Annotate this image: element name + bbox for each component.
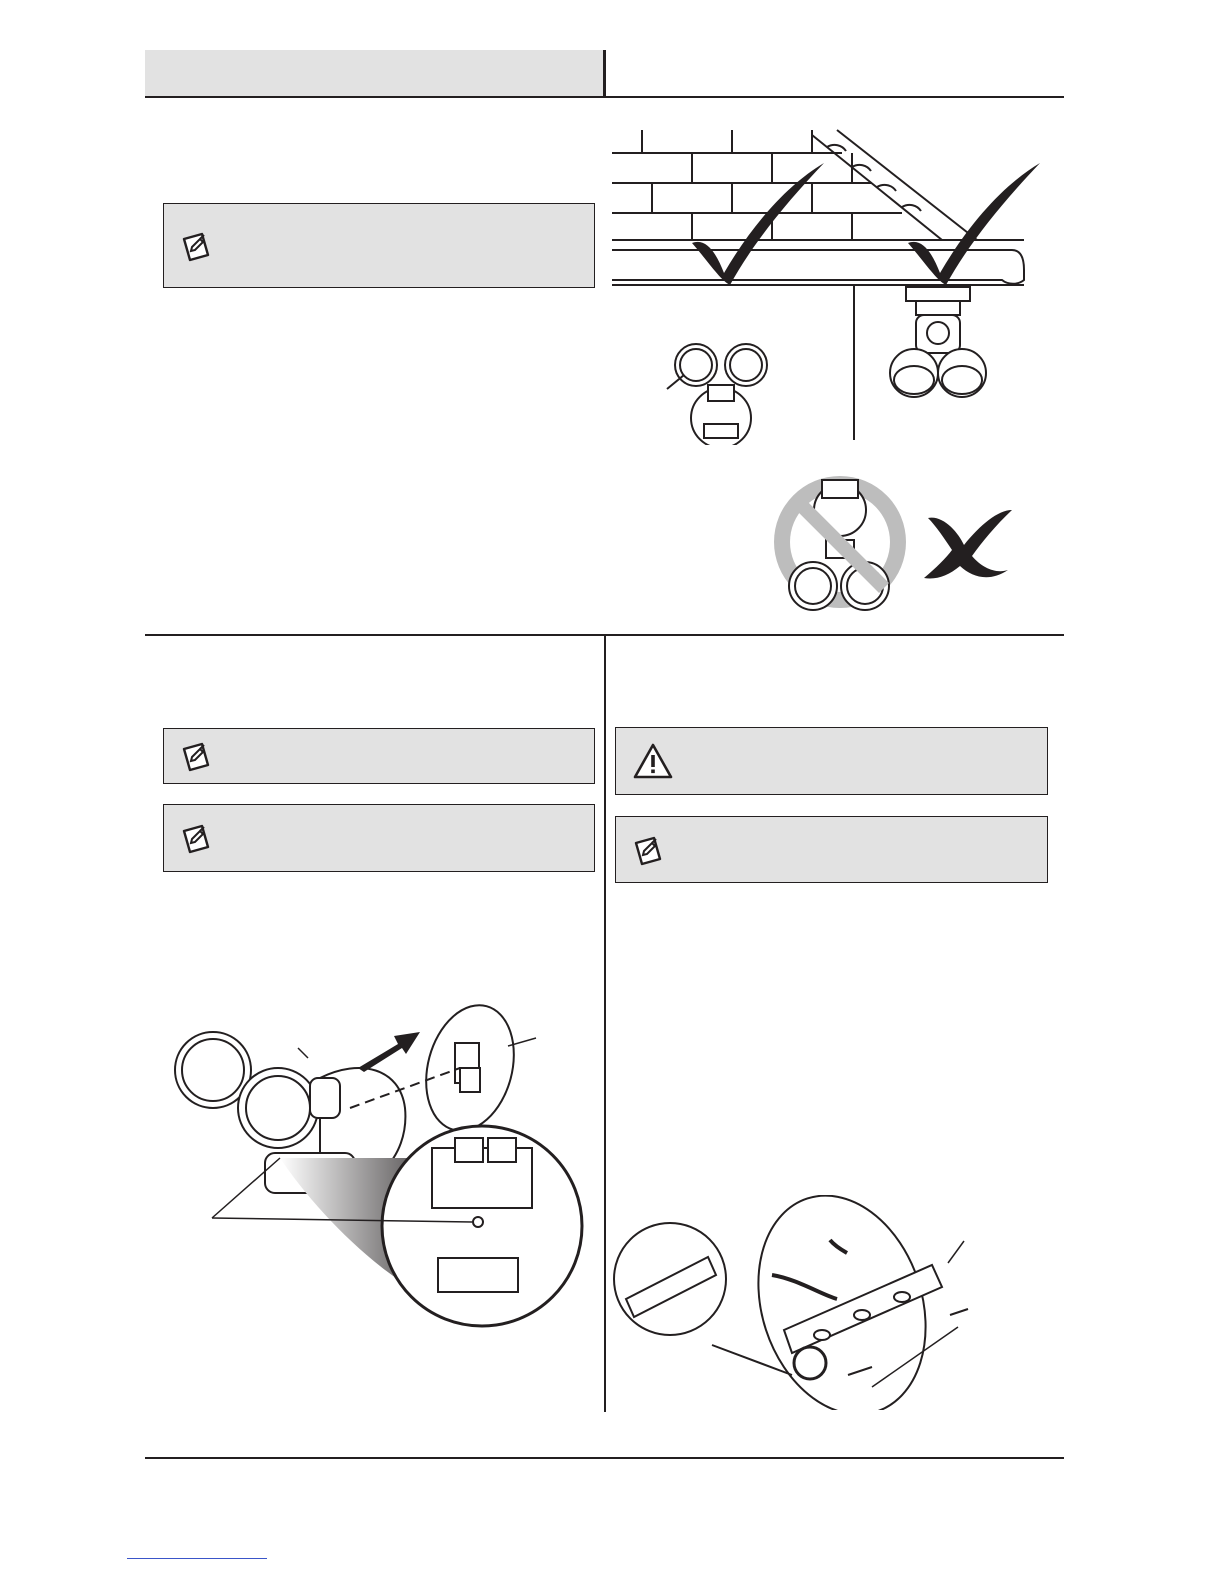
note-box-step-b bbox=[163, 804, 595, 872]
mounting-orientation-illustration bbox=[612, 125, 1064, 445]
mounting-bracket-illustration bbox=[612, 1195, 982, 1410]
section-header-band bbox=[145, 50, 604, 96]
fixture-canopy-illustration bbox=[170, 998, 590, 1328]
warning-box bbox=[615, 727, 1048, 795]
note-pencil-icon bbox=[180, 739, 212, 773]
warning-triangle-icon bbox=[632, 742, 674, 780]
footer-rule bbox=[145, 1457, 1064, 1459]
checkmark-icon bbox=[692, 163, 824, 285]
note-box-step-a bbox=[163, 728, 595, 784]
checkmark-icon bbox=[908, 163, 1040, 285]
footer-link-underline[interactable] bbox=[127, 1558, 267, 1559]
note-box-wiring bbox=[615, 816, 1048, 883]
note-pencil-icon bbox=[180, 229, 212, 263]
header-rule bbox=[145, 96, 1064, 98]
note-pencil-icon bbox=[632, 833, 664, 867]
section-header-divider bbox=[603, 50, 606, 96]
incorrect-orientation-illustration bbox=[768, 470, 1018, 620]
note-box-mounting bbox=[163, 203, 595, 288]
note-pencil-icon bbox=[180, 821, 212, 855]
column-divider bbox=[604, 636, 606, 1412]
x-mark-icon bbox=[924, 510, 1012, 579]
